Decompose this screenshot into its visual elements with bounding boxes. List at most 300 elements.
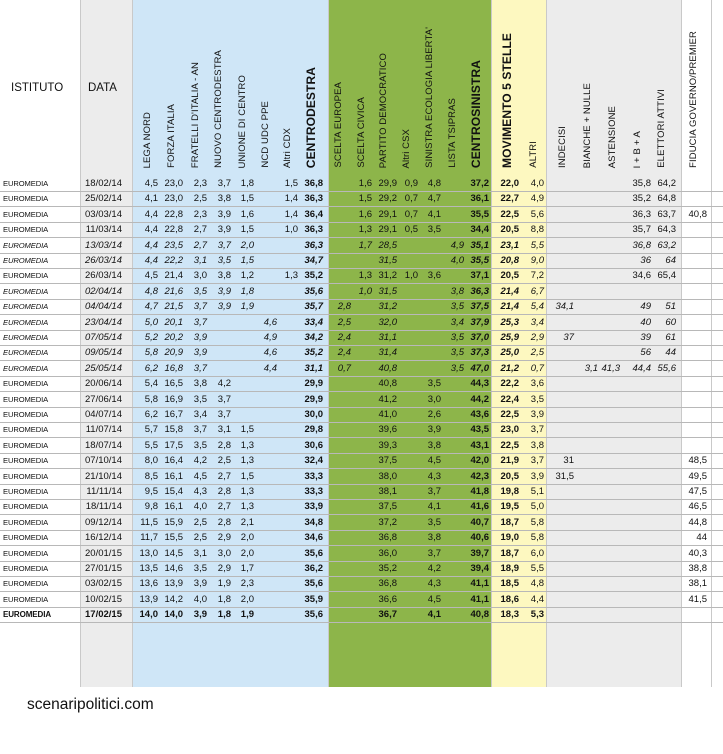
- cell-nuovo-centrodestra: 1,8: [217, 609, 231, 621]
- cell-forza-italia: 22,8: [164, 208, 183, 220]
- header-ncd-udc-ppe: NCD UDC PPE: [260, 101, 271, 168]
- cell-istituto: EUROMEDIA: [3, 302, 49, 312]
- cell-lega-nord: 4,4: [144, 224, 158, 236]
- cell-istituto: EUROMEDIA: [3, 594, 49, 604]
- cell-elettori-attivi: 64,3: [657, 224, 676, 236]
- cell-centrosinistra: 41,6: [470, 501, 489, 513]
- cell-forza-italia: 16,4: [164, 455, 183, 467]
- header-fiducia-governo: FIDUCIA GOVERNO/PREMIER: [688, 31, 699, 168]
- cell-unione-di-centro: 1,8: [240, 178, 254, 189]
- cell-m5s: 22,0: [500, 178, 519, 189]
- cell-fiducia: 44: [696, 532, 707, 544]
- cell-ibxa: 40: [640, 316, 651, 328]
- table-row: [0, 315, 723, 331]
- cell-m5s: 22,5: [500, 208, 519, 220]
- cell-centrodestra: 36,8: [304, 178, 323, 189]
- cell-fdi-an: 3,7: [193, 424, 207, 436]
- cell-centrodestra: 35,2: [304, 347, 323, 359]
- cell-centrodestra: 33,9: [304, 501, 323, 513]
- cell-partito-democratico: 29,1: [378, 208, 397, 220]
- cell-centrosinistra: 39,7: [470, 547, 489, 559]
- cell-lega-nord: 4,4: [144, 255, 158, 266]
- cell-fiducia: 44,8: [688, 516, 707, 528]
- cell-sel: 3,5: [427, 224, 441, 236]
- cell-partito-democratico: 41,0: [378, 409, 397, 420]
- cell-fdi-an: 3,5: [193, 439, 207, 451]
- cell-data: 25/05/14: [85, 362, 122, 374]
- cell-partito-democratico: 36,0: [378, 547, 397, 559]
- cell-m5s: 18,5: [500, 578, 519, 590]
- cell-istituto: EUROMEDIA: [3, 410, 49, 419]
- cell-istituto: EUROMEDIA: [3, 564, 49, 573]
- cell-altri: 2,9: [530, 332, 544, 343]
- cell-centrodestra: 35,6: [304, 285, 323, 297]
- cell-forza-italia: 20,2: [164, 332, 183, 343]
- cell-forza-italia: 23,0: [164, 178, 183, 189]
- cell-lista-tsipras: 3,5: [450, 362, 464, 374]
- cell-ibxa: 36,3: [632, 208, 651, 220]
- cell-unione-di-centro: 2,0: [240, 239, 254, 251]
- cell-fdi-an: 2,3: [193, 208, 207, 220]
- cell-istituto: EUROMEDIA: [3, 271, 49, 281]
- cell-centrosinistra: 41,1: [470, 578, 489, 590]
- cell-data: 27/01/15: [85, 563, 122, 574]
- cell-altri: 5,0: [530, 501, 544, 513]
- cell-nuovo-centrodestra: 3,9: [217, 224, 231, 236]
- cell-forza-italia: 23,0: [164, 193, 183, 205]
- cell-centrodestra: 33,3: [304, 470, 323, 482]
- cell-fdi-an: 4,5: [193, 470, 207, 482]
- cell-indecisi: 34,1: [555, 301, 574, 313]
- cell-centrosinistra: 41,1: [470, 593, 489, 605]
- cell-m5s: 19,0: [500, 532, 519, 544]
- cell-scelta-civica: 1,5: [358, 193, 372, 205]
- cell-lega-nord: 5,8: [144, 393, 158, 405]
- cell-data: 11/11/14: [86, 486, 122, 497]
- table-row: [0, 191, 723, 207]
- cell-fdi-an: 4,0: [193, 501, 207, 513]
- cell-data: 25/02/14: [85, 193, 122, 205]
- cell-partito-democratico: 31,5: [378, 285, 397, 297]
- cell-lista-tsipras: 3,8: [450, 285, 464, 297]
- cell-m5s: 21,4: [500, 285, 519, 297]
- cell-unione-di-centro: 2,3: [240, 578, 254, 590]
- cell-partito-democratico: 38,1: [378, 486, 397, 497]
- cell-scelta-europea: 2,4: [337, 347, 351, 359]
- cell-nuovo-centrodestra: 1,8: [217, 593, 231, 605]
- header-lista-tsipras: LISTA TSIPRAS: [447, 98, 458, 168]
- cell-ibxa: 36,8: [632, 239, 651, 251]
- cell-nuovo-centrodestra: 2,8: [217, 486, 231, 497]
- cell-elettori-attivi: 44: [665, 347, 676, 359]
- cell-istituto: EUROMEDIA: [3, 348, 49, 358]
- cell-nuovo-centrodestra: 3,8: [217, 270, 231, 282]
- cell-lega-nord: 13,5: [139, 563, 158, 574]
- cell-centrosinistra: 44,3: [470, 378, 489, 390]
- cell-lega-nord: 13,6: [139, 578, 158, 590]
- cell-lega-nord: 6,2: [144, 409, 158, 420]
- table-row: [0, 284, 723, 300]
- cell-data: 07/10/14: [85, 455, 122, 467]
- cell-lega-nord: 5,0: [144, 316, 158, 328]
- cell-partito-democratico: 32,0: [378, 316, 397, 328]
- cell-sel: 4,2: [427, 563, 441, 574]
- header-altri: ALTRI: [528, 141, 539, 168]
- cell-altri: 4,8: [530, 578, 544, 590]
- cell-centrosinistra: 34,4: [470, 224, 489, 236]
- cell-centrosinistra: 35,1: [470, 239, 489, 251]
- cell-altri: 3,7: [530, 424, 544, 436]
- cell-unione-di-centro: 2,0: [240, 593, 254, 605]
- table-row: [0, 484, 723, 500]
- cell-fdi-an: 3,0: [193, 270, 207, 282]
- cell-centrodestra: 34,6: [304, 532, 323, 544]
- cell-partito-democratico: 29,1: [378, 224, 397, 236]
- cell-m5s: 18,7: [500, 516, 519, 528]
- cell-fdi-an: 3,1: [193, 547, 207, 559]
- cell-istituto: EUROMEDIA: [3, 548, 49, 558]
- cell-scelta-europea: 2,4: [337, 332, 351, 343]
- table-row: [0, 207, 723, 223]
- table-row: [0, 238, 723, 254]
- header-centrodestra: CENTRODESTRA: [304, 66, 318, 168]
- cell-forza-italia: 22,2: [164, 255, 183, 266]
- cell-sel: 3,7: [427, 486, 441, 497]
- cell-centrosinistra: 37,9: [470, 316, 489, 328]
- table-row: [0, 361, 723, 377]
- cell-altri: 8,8: [530, 224, 544, 236]
- cell-centrodestra: 30,6: [304, 439, 323, 451]
- cell-sel: 3,7: [427, 547, 441, 559]
- cell-data: 26/03/14: [85, 255, 122, 266]
- cell-nuovo-centrodestra: 4,2: [217, 378, 231, 390]
- cell-lega-nord: 5,2: [144, 332, 158, 343]
- cell-ibxa: 56: [640, 347, 651, 359]
- cell-forza-italia: 16,1: [164, 501, 183, 513]
- cell-scelta-europea: 2,5: [337, 316, 351, 328]
- cell-centrodestra: 36,3: [304, 239, 323, 251]
- cell-sel: 4,1: [427, 501, 441, 513]
- header-scelta-civica: SCELTA CIVICA: [356, 97, 367, 168]
- cell-altri-cdx: 1,0: [284, 224, 298, 236]
- cell-partito-democratico: 29,2: [378, 193, 397, 205]
- cell-partito-democratico: 40,8: [378, 378, 397, 390]
- cell-istituto: EUROMEDIA: [3, 610, 51, 620]
- cell-istituto: EUROMEDIA: [3, 179, 49, 188]
- cell-centrosinistra: 35,5: [470, 255, 489, 266]
- cell-partito-democratico: 36,8: [378, 578, 397, 590]
- cell-centrosinistra: 42,0: [470, 455, 489, 467]
- cell-m5s: 20,5: [500, 470, 519, 482]
- cell-forza-italia: 15,4: [164, 486, 183, 497]
- cell-istituto: EUROMEDIA: [3, 363, 49, 373]
- cell-sel: 2,6: [427, 409, 441, 420]
- cell-fdi-an: 3,7: [193, 362, 207, 374]
- cell-ibxa: 39: [640, 332, 651, 343]
- cell-nuovo-centrodestra: 3,7: [217, 409, 231, 420]
- cell-unione-di-centro: 2,1: [240, 516, 254, 528]
- cell-data: 07/05/14: [85, 332, 122, 343]
- cell-centrodestra: 34,8: [304, 516, 323, 528]
- cell-data: 20/06/14: [85, 378, 122, 390]
- cell-sel: 3,5: [427, 516, 441, 528]
- cell-sel: 4,1: [427, 208, 441, 220]
- cell-lista-tsipras: 3,5: [450, 332, 464, 343]
- cell-lega-nord: 4,4: [144, 239, 158, 251]
- cell-nuovo-centrodestra: 3,0: [217, 547, 231, 559]
- cell-unione-di-centro: 1,8: [240, 285, 254, 297]
- cell-partito-democratico: 31,5: [378, 255, 397, 266]
- cell-lega-nord: 13,0: [139, 547, 158, 559]
- cell-altri: 4,9: [530, 193, 544, 205]
- header-sel: SINISTRA ECOLOGIA LIBERTA': [424, 27, 435, 168]
- cell-fiducia: 38,8: [688, 563, 707, 574]
- cell-m5s: 25,9: [500, 332, 519, 343]
- cell-m5s: 21,9: [500, 455, 519, 467]
- cell-ibxa: 35,8: [632, 178, 651, 189]
- cell-centrodestra: 33,4: [304, 316, 323, 328]
- cell-nuovo-centrodestra: 1,9: [217, 578, 231, 590]
- cell-unione-di-centro: 1,9: [240, 301, 254, 313]
- cell-elettori-attivi: 51: [665, 301, 676, 313]
- cell-centrosinistra: 47,0: [470, 362, 489, 374]
- cell-lega-nord: 11,5: [140, 516, 158, 528]
- cell-forza-italia: 21,6: [164, 285, 183, 297]
- cell-data: 21/10/14: [85, 470, 122, 482]
- cell-nuovo-centrodestra: 3,7: [217, 178, 231, 189]
- cell-forza-italia: 17,5: [164, 439, 183, 451]
- header-lega-nord: LEGA NORD: [142, 111, 153, 168]
- cell-sel: 4,5: [427, 593, 441, 605]
- cell-m5s: 22,4: [500, 393, 519, 405]
- cell-m5s: 18,9: [500, 563, 519, 574]
- cell-forza-italia: 14,2: [164, 593, 183, 605]
- cell-nuovo-centrodestra: 2,8: [217, 516, 231, 528]
- cell-m5s: 20,5: [500, 270, 519, 282]
- cell-centrosinistra: 35,5: [470, 208, 489, 220]
- cell-unione-di-centro: 1,3: [240, 501, 254, 513]
- cell-forza-italia: 14,0: [164, 609, 183, 621]
- cell-forza-italia: 16,8: [164, 362, 183, 374]
- cell-altri-cdx: 1,4: [284, 193, 298, 205]
- cell-altri: 9,0: [530, 255, 544, 266]
- table-row: [0, 392, 723, 408]
- cell-altri: 4,4: [530, 593, 544, 605]
- cell-fiducia: 47,5: [688, 486, 707, 497]
- cell-centrodestra: 35,6: [304, 578, 323, 590]
- cell-elettori-attivi: 64,2: [657, 178, 676, 189]
- cell-unione-di-centro: 1,6: [240, 208, 254, 220]
- cell-unione-di-centro: 1,9: [240, 609, 254, 621]
- cell-centrosinistra: 37,2: [470, 178, 489, 189]
- cell-nuovo-centrodestra: 3,9: [217, 285, 231, 297]
- cell-fdi-an: 3,1: [193, 255, 207, 266]
- cell-forza-italia: 20,9: [164, 347, 183, 359]
- cell-data: 20/01/15: [85, 547, 122, 559]
- cell-nuovo-centrodestra: 2,7: [217, 470, 231, 482]
- header-fdi-an: FRATELLI D'ITALIA - AN: [190, 61, 201, 168]
- cell-fdi-an: 3,9: [193, 609, 207, 621]
- cell-lega-nord: 13,9: [139, 593, 158, 605]
- table-row: [0, 469, 723, 485]
- table-row: [0, 530, 723, 546]
- cell-centrosinistra: 43,6: [470, 409, 489, 420]
- cell-lega-nord: 6,2: [144, 362, 158, 374]
- cell-ibxa: 34,6: [632, 270, 651, 282]
- cell-partito-democratico: 36,7: [378, 609, 397, 621]
- header-data: DATA: [88, 82, 117, 94]
- cell-istituto: EUROMEDIA: [3, 517, 49, 527]
- cell-partito-democratico: 39,3: [378, 439, 397, 451]
- cell-altri-cdx: 1,3: [284, 270, 298, 282]
- cell-altri: 3,4: [530, 316, 544, 328]
- cell-centrodestra: 34,2: [304, 332, 323, 343]
- cell-m5s: 18,6: [500, 593, 519, 605]
- cell-data: 09/05/14: [85, 347, 122, 359]
- cell-istituto: EUROMEDIA: [3, 456, 49, 466]
- cell-altri-csx: 0,5: [404, 224, 418, 236]
- cell-lega-nord: 4,8: [144, 285, 158, 297]
- table-row: [0, 176, 723, 192]
- cell-unione-di-centro: 1,3: [240, 455, 254, 467]
- cell-ncd-udc-ppe: 4,6: [263, 347, 277, 359]
- cell-altri-cdx: 1,5: [284, 178, 298, 189]
- cell-fdi-an: 2,3: [193, 178, 207, 189]
- table-row: [0, 345, 723, 361]
- cell-centrosinistra: 39,4: [470, 563, 489, 574]
- cell-unione-di-centro: 1,7: [240, 563, 254, 574]
- cell-lega-nord: 11,7: [140, 532, 158, 544]
- cell-data: 26/03/14: [85, 270, 122, 282]
- cell-fdi-an: 4,2: [193, 455, 207, 467]
- cell-altri-csx: 0,9: [404, 178, 418, 189]
- cell-ibxa: 44,4: [632, 362, 651, 374]
- cell-fdi-an: 3,8: [193, 378, 207, 390]
- cell-lista-tsipras: 4,0: [450, 255, 464, 266]
- cell-data: 16/12/14: [85, 532, 122, 544]
- cell-scelta-europea: 2,8: [337, 301, 351, 313]
- cell-centrosinistra: 36,3: [470, 285, 489, 297]
- cell-centrosinistra: 37,0: [470, 332, 489, 343]
- cell-centrosinistra: 43,1: [470, 439, 489, 451]
- cell-istituto: EUROMEDIA: [3, 487, 49, 496]
- cell-fdi-an: 2,5: [193, 516, 207, 528]
- cell-fdi-an: 3,9: [193, 332, 207, 343]
- header-altri-csx: Altri CSX: [401, 128, 412, 168]
- cell-indecisi: 31,5: [555, 470, 574, 482]
- cell-altri: 5,4: [530, 301, 544, 313]
- cell-m5s: 18,7: [500, 547, 519, 559]
- cell-centrodestra: 35,6: [304, 547, 323, 559]
- cell-centrodestra: 35,9: [304, 593, 323, 605]
- cell-nuovo-centrodestra: 2,9: [217, 563, 231, 574]
- cell-altri: 2,5: [530, 347, 544, 359]
- cell-lega-nord: 5,7: [144, 424, 158, 436]
- cell-nuovo-centrodestra: 2,9: [217, 532, 231, 544]
- cell-data: 13/03/14: [85, 239, 122, 251]
- cell-unione-di-centro: 1,3: [240, 439, 254, 451]
- table-row: [0, 546, 723, 562]
- header-row: [0, 0, 723, 174]
- cell-unione-di-centro: 1,5: [240, 255, 254, 266]
- cell-scelta-civica: 1,6: [358, 208, 372, 220]
- cell-lega-nord: 4,1: [144, 193, 158, 205]
- cell-elettori-attivi: 65,4: [657, 270, 676, 282]
- cell-centrodestra: 31,1: [304, 362, 323, 374]
- cell-nuovo-centrodestra: 3,7: [217, 239, 231, 251]
- table-row: [0, 222, 723, 238]
- cell-partito-democratico: 41,2: [378, 393, 397, 405]
- cell-nuovo-centrodestra: 3,5: [217, 255, 231, 266]
- cell-nuovo-centrodestra: 3,1: [217, 424, 231, 436]
- cell-sel: 3,0: [427, 393, 441, 405]
- header-ibxa: I + B + A: [632, 130, 643, 168]
- cell-elettori-attivi: 63,7: [657, 208, 676, 220]
- cell-ncd-udc-ppe: 4,4: [263, 362, 277, 374]
- cell-altri: 3,8: [530, 439, 544, 451]
- cell-sel: 3,5: [427, 378, 441, 390]
- cell-fdi-an: 4,0: [193, 593, 207, 605]
- cell-forza-italia: 13,9: [164, 578, 183, 590]
- cell-altri: 3,6: [530, 378, 544, 390]
- cell-centrodestra: 32,4: [304, 455, 323, 467]
- cell-forza-italia: 15,9: [164, 516, 183, 528]
- table-row: [0, 515, 723, 531]
- cell-scelta-civica: 1,0: [358, 285, 372, 297]
- cell-fdi-an: 3,5: [193, 563, 207, 574]
- cell-nuovo-centrodestra: 3,9: [217, 301, 231, 313]
- cell-centrodestra: 35,2: [304, 270, 323, 282]
- cell-fdi-an: 3,7: [193, 301, 207, 313]
- cell-centrodestra: 36,3: [304, 224, 323, 236]
- cell-m5s: 22,7: [500, 193, 519, 205]
- cell-ncd-udc-ppe: 4,9: [263, 332, 277, 343]
- cell-lista-tsipras: 4,9: [450, 239, 464, 251]
- cell-altri-csx: 0,7: [404, 193, 418, 205]
- cell-centrodestra: 29,8: [304, 424, 323, 436]
- cell-sel: 4,5: [427, 455, 441, 467]
- cell-istituto: EUROMEDIA: [3, 194, 49, 204]
- cell-centrodestra: 35,7: [304, 301, 323, 313]
- cell-istituto: EUROMEDIA: [3, 286, 49, 296]
- cell-scelta-civica: 1,6: [358, 178, 372, 189]
- header-bianche-nulle: BIANCHE + NULLE: [582, 82, 593, 168]
- cell-centrodestra: 30,0: [304, 409, 323, 420]
- cell-forza-italia: 20,1: [164, 316, 183, 328]
- cell-centrodestra: 29,9: [304, 393, 323, 405]
- cell-istituto: EUROMEDIA: [3, 209, 49, 219]
- cell-sel: 4,1: [427, 609, 441, 621]
- header-scelta-europea: SCELTA EUROPEA: [333, 82, 344, 168]
- cell-istituto: EUROMEDIA: [3, 440, 49, 450]
- cell-centrosinistra: 37,5: [470, 301, 489, 313]
- cell-istituto: EUROMEDIA: [3, 317, 49, 327]
- cell-fdi-an: 3,4: [193, 409, 207, 420]
- cell-altri: 4,0: [530, 178, 544, 189]
- cell-partito-democratico: 31,1: [378, 332, 397, 343]
- cell-forza-italia: 23,5: [164, 239, 183, 251]
- cell-fiducia: 48,5: [688, 455, 707, 467]
- header-m5s: MOVIMENTO 5 STELLE: [500, 33, 514, 168]
- cell-fiducia: 40,3: [688, 547, 707, 559]
- cell-unione-di-centro: 1,3: [240, 486, 254, 497]
- header-partito-democratico: PARTITO DEMOCRATICO: [378, 52, 389, 168]
- cell-lista-tsipras: 3,4: [450, 316, 464, 328]
- cell-unione-di-centro: 1,5: [240, 193, 254, 205]
- cell-ibxa: 36: [640, 255, 651, 266]
- cell-ibxa: 49: [640, 301, 651, 313]
- cell-lega-nord: 5,4: [144, 378, 158, 390]
